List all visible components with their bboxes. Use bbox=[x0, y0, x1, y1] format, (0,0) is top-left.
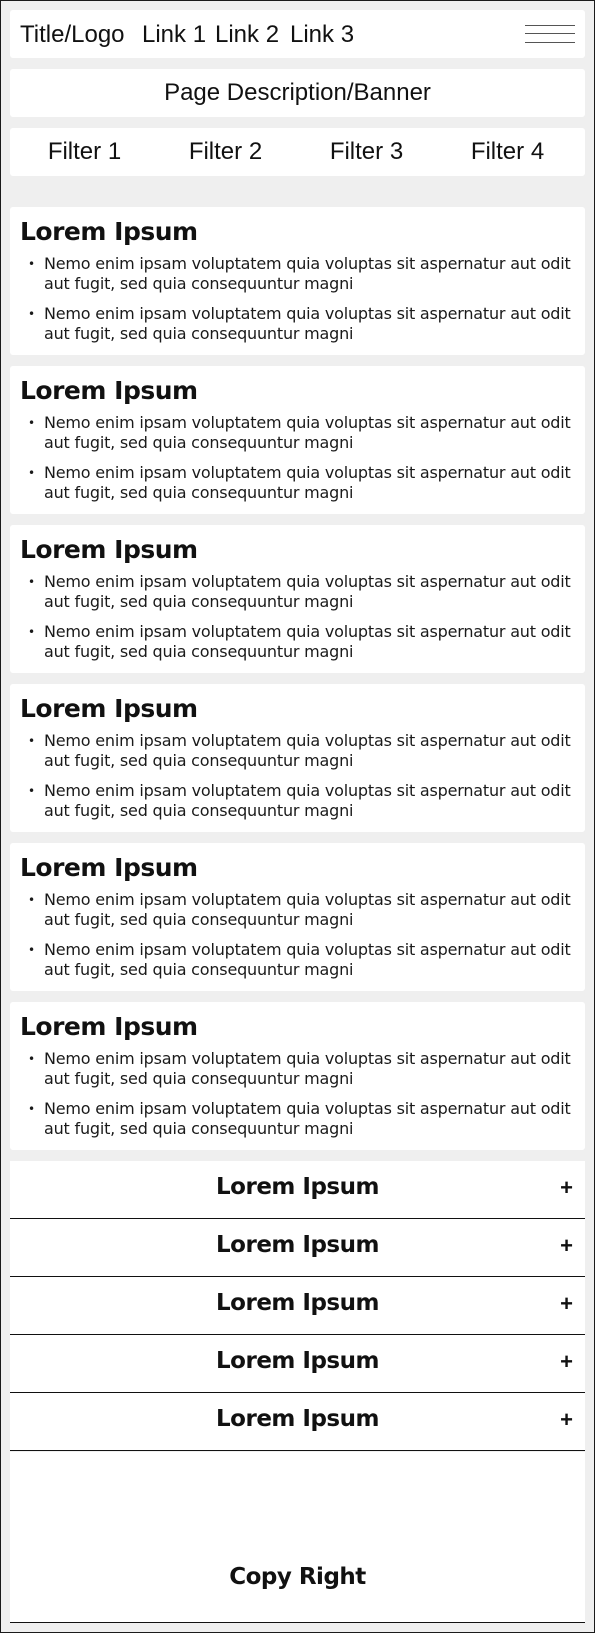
card-title: Lorem Ipsum bbox=[20, 376, 198, 405]
accordion bbox=[10, 1161, 585, 1451]
card-title: Lorem Ipsum bbox=[20, 1012, 198, 1041]
card-list bbox=[10, 890, 579, 990]
plus-icon[interactable]: + bbox=[560, 1175, 573, 1200]
list-item: • Nemo enim ipsam voluptatem quia voluptas sit aspernatur aut odit aut fugit, sed quia consequuntur magni bbox=[44, 304, 579, 344]
plus-icon[interactable]: + bbox=[560, 1291, 573, 1316]
card-list bbox=[10, 731, 579, 831]
card-title: Lorem Ipsum bbox=[20, 217, 198, 246]
filter-1[interactable]: Filter 1 bbox=[47, 138, 122, 165]
accordion-title: Lorem Ipsum bbox=[216, 1406, 379, 1432]
accordion-item[interactable] bbox=[10, 1335, 585, 1393]
page-banner bbox=[10, 69, 585, 117]
accordion-item[interactable] bbox=[10, 1219, 585, 1277]
accordion-item[interactable] bbox=[10, 1277, 585, 1335]
card-list bbox=[10, 254, 579, 354]
accordion-title: Lorem Ipsum bbox=[216, 1290, 379, 1316]
accordion-item[interactable] bbox=[10, 1161, 585, 1219]
nav-link-3[interactable]: Link 3 bbox=[290, 21, 355, 48]
nav-link-1[interactable]: Link 1 bbox=[142, 21, 207, 48]
filter-bar bbox=[10, 128, 585, 176]
content-card bbox=[10, 207, 585, 355]
list-item: • Nemo enim ipsam voluptatem quia voluptas sit aspernatur aut odit aut fugit, sed quia consequuntur magni bbox=[44, 1049, 579, 1089]
card-title: Lorem Ipsum bbox=[20, 853, 198, 882]
accordion-title: Lorem Ipsum bbox=[216, 1174, 379, 1200]
card-list bbox=[10, 413, 579, 513]
footer bbox=[10, 1452, 585, 1623]
list-item: • Nemo enim ipsam voluptatem quia voluptas sit aspernatur aut odit aut fugit, sed quia consequuntur magni bbox=[44, 254, 579, 294]
list-item: • Nemo enim ipsam voluptatem quia voluptas sit aspernatur aut odit aut fugit, sed quia consequuntur magni bbox=[44, 413, 579, 453]
copyright-text: Copy Right bbox=[229, 1564, 366, 1590]
list-item: • Nemo enim ipsam voluptatem quia voluptas sit aspernatur aut odit aut fugit, sed quia consequuntur magni bbox=[44, 1099, 579, 1139]
filter-4[interactable]: Filter 4 bbox=[470, 138, 545, 165]
header-bar bbox=[10, 10, 585, 58]
list-item: • Nemo enim ipsam voluptatem quia voluptas sit aspernatur aut odit aut fugit, sed quia consequuntur magni bbox=[44, 572, 579, 612]
list-item: • Nemo enim ipsam voluptatem quia voluptas sit aspernatur aut odit aut fugit, sed quia consequuntur magni bbox=[44, 940, 579, 980]
accordion-title: Lorem Ipsum bbox=[216, 1348, 379, 1374]
plus-icon[interactable]: + bbox=[560, 1407, 573, 1432]
list-item: • Nemo enim ipsam voluptatem quia voluptas sit aspernatur aut odit aut fugit, sed quia consequuntur magni bbox=[44, 731, 579, 771]
list-item: • Nemo enim ipsam voluptatem quia voluptas sit aspernatur aut odit aut fugit, sed quia consequuntur magni bbox=[44, 890, 579, 930]
plus-icon[interactable]: + bbox=[560, 1233, 573, 1258]
banner-text: Page Description/Banner bbox=[164, 79, 431, 106]
content-card bbox=[10, 684, 585, 832]
accordion-item[interactable] bbox=[10, 1393, 585, 1451]
list-item: • Nemo enim ipsam voluptatem quia voluptas sit aspernatur aut odit aut fugit, sed quia consequuntur magni bbox=[44, 781, 579, 821]
content-card bbox=[10, 843, 585, 991]
plus-icon[interactable]: + bbox=[560, 1349, 573, 1374]
filter-2[interactable]: Filter 2 bbox=[188, 138, 263, 165]
content-card bbox=[10, 366, 585, 514]
card-title: Lorem Ipsum bbox=[20, 535, 198, 564]
card-title: Lorem Ipsum bbox=[20, 694, 198, 723]
hamburger-menu-icon[interactable] bbox=[525, 24, 577, 48]
card-list bbox=[10, 1049, 579, 1149]
accordion-title: Lorem Ipsum bbox=[216, 1232, 379, 1258]
card-list bbox=[10, 572, 579, 672]
list-item: • Nemo enim ipsam voluptatem quia voluptas sit aspernatur aut odit aut fugit, sed quia consequuntur magni bbox=[44, 622, 579, 662]
nav-link-2[interactable]: Link 2 bbox=[215, 21, 280, 48]
list-item: • Nemo enim ipsam voluptatem quia voluptas sit aspernatur aut odit aut fugit, sed quia consequuntur magni bbox=[44, 463, 579, 503]
content-card bbox=[10, 1002, 585, 1150]
filter-3[interactable]: Filter 3 bbox=[329, 138, 404, 165]
content-card bbox=[10, 525, 585, 673]
site-logo[interactable]: Title/Logo bbox=[20, 21, 125, 48]
